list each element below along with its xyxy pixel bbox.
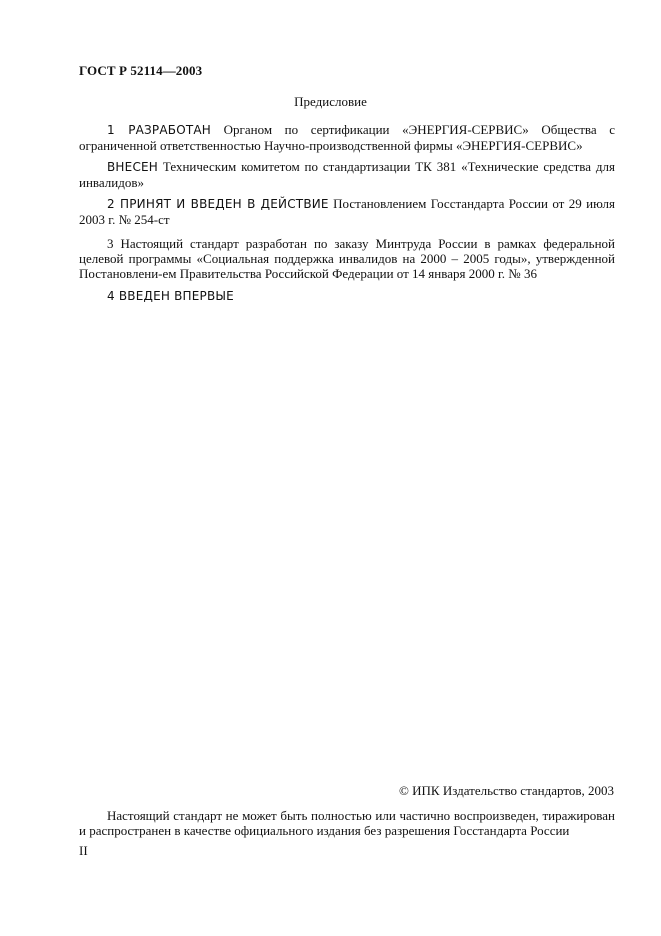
paragraph-text: Органом по сертификации «ЭНЕРГИЯ-СЕРВИС» Общества с ограниченной ответственностью Научно-производственной фирмы «ЭНЕРГИЯ-СЕРВИС» [79,122,615,153]
document-code: ГОСТ Р 52114—2003 [79,63,203,78]
paragraph-first-introduced [79,288,615,304]
copyright-line: © ИПК Издательство стандартов, 2003 [399,783,614,798]
paragraph-developed-by [79,122,615,153]
paragraph-submitted-by [79,159,615,190]
reproduction-notice: Настоящий стандарт не может быть полностью или частично воспроизведен, тиражирован и распространен в качестве официального издания без разрешения Госстандарта России [79,808,615,838]
paragraph-lead: 1 РАЗРАБОТАН [107,123,212,137]
paragraph-adopted [79,196,615,227]
paragraph-program [79,236,615,281]
page-number: II [79,843,88,858]
paragraph-text: 3 Настоящий стандарт разработан по заказу Минтруда России в рамках федеральной целевой программы «Социальная поддержка инвалидов на 2000 – 2005 годы», утвержденной Постановлени-ем Правительства Российской Федерации от 14 января 2000 г. № 36 [79,236,615,281]
paragraph-text: Техническим комитетом по стандартизации ТК 381 «Технические средства для инвалидов» [79,159,615,190]
paragraph-lead: 2 ПРИНЯТ И ВВЕДЕН В ДЕЙСТВИЕ [107,197,329,211]
paragraph-lead: 4 ВВЕДЕН ВПЕРВЫЕ [107,289,234,303]
paragraph-lead: ВНЕСЕН [107,160,159,174]
paragraph-text: Постановлением Госстандарта России от 29 июля 2003 г. № 254-ст [79,196,615,227]
section-title: Предисловие [294,94,367,109]
